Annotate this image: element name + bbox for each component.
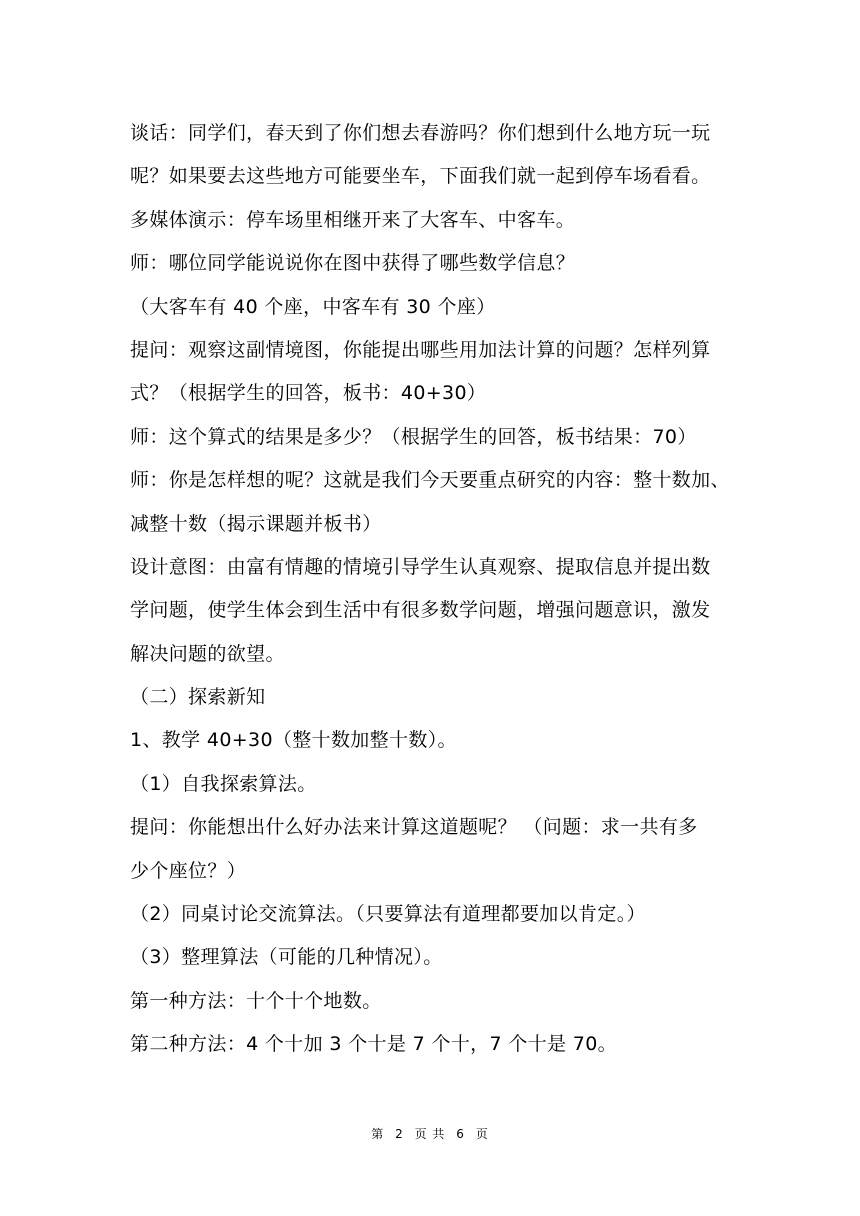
footer-prefix: 第: [371, 1127, 385, 1141]
text-line: 谈话：同学们，春天到了你们想去春游吗？你们想到什么地方玩一玩: [130, 122, 711, 144]
footer-middle: 页 共: [414, 1127, 446, 1141]
text-line: 第二种方法：4 个十加 3 个十是 7 个十，7 个十是 70。: [130, 1033, 618, 1056]
text-line: 解决问题的欲望。: [130, 642, 285, 665]
footer-page-number: 2: [395, 1127, 404, 1141]
text-line: 设计意图：由富有情趣的情境引导学生认真观察、提取信息并提出数: [130, 555, 711, 578]
text-line: 师：这个算式的结果是多少？（根据学生的回答，板书结果：70）: [130, 425, 697, 448]
text-line: 多媒体演示：停车场里相继开来了大客车、中客车。: [130, 208, 576, 231]
text-line: 提问：你能想出什么好办法来计算这道题呢？ （问题：求一共有多: [130, 816, 698, 839]
text-line: 式？（根据学生的回答，板书：40+30）: [130, 382, 487, 405]
text-line: 师：哪位同学能说说你在图中获得了哪些数学信息？: [130, 252, 576, 275]
text-line: 少个座位？）: [130, 859, 247, 882]
text-line: （大客车有 40 个座，中客车有 30 个座）: [130, 295, 496, 318]
document-body: [130, 112, 730, 1067]
text-line: 第一种方法：十个十个地数。: [130, 989, 382, 1012]
text-line: 减整十数（揭示课题并板书）: [130, 512, 382, 535]
text-line: （2）同桌讨论交流算法。（只要算法有道理都要加以肯定。）: [130, 903, 646, 926]
text-line: 1、教学 40+30（整十数加整十数）。: [130, 729, 457, 752]
section-heading: （二）探索新知: [130, 686, 266, 709]
text-line: 师：你是怎样想的呢？这就是我们今天要重点研究的内容：整十数加、: [130, 469, 730, 492]
text-line: （3）整理算法（可能的几种情况）。: [130, 946, 443, 969]
text-line: （1）自我探索算法。: [130, 772, 317, 795]
footer-total-pages: 6: [456, 1127, 465, 1141]
text-line: 呢？如果要去这些地方可能要坐车，下面我们就一起到停车场看看。: [130, 165, 711, 188]
footer-suffix: 页: [475, 1127, 489, 1141]
text-line: 提问：观察这副情境图，你能提出哪些用加法计算的问题？怎样列算: [130, 338, 711, 361]
page-footer: [0, 1125, 860, 1142]
text-line: 学问题，使学生体会到生活中有很多数学问题，增强问题意识，激发: [130, 599, 711, 622]
